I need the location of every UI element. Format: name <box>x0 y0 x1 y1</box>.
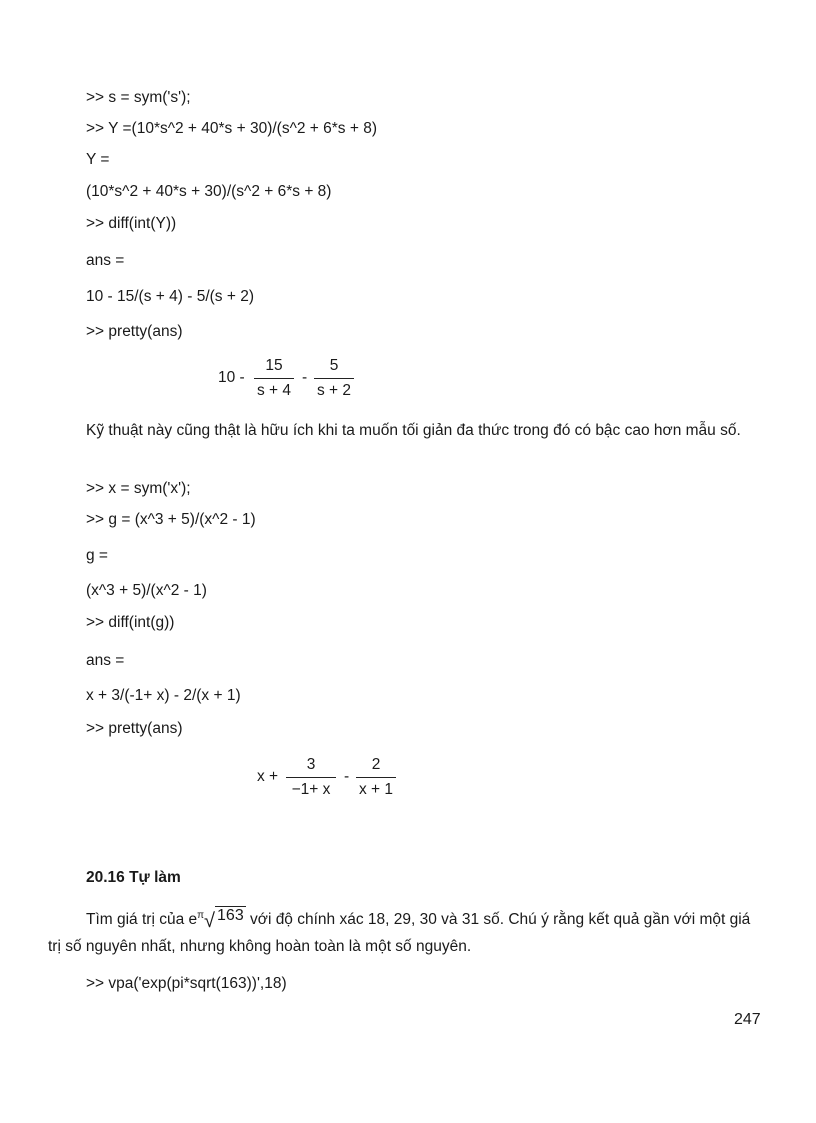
code-line: >> s = sym('s'); <box>86 89 191 106</box>
fraction <box>356 755 396 800</box>
code-line: >> x = sym('x'); <box>86 480 191 497</box>
page-number: 247 <box>734 1011 761 1028</box>
output-line: x + 3/(-1+ x) - 2/(x + 1) <box>86 687 241 704</box>
code-line: >> vpa('exp(pi*sqrt(163))',18) <box>86 975 287 992</box>
numerator: 5 <box>314 356 354 379</box>
section-paragraph <box>48 903 764 960</box>
code-line: >> diff(int(g)) <box>86 614 175 631</box>
text-before: Tìm giá trị của e <box>86 911 198 928</box>
numerator: 15 <box>254 356 294 379</box>
output-line: Y = <box>86 151 110 168</box>
fraction <box>254 356 294 401</box>
text-after: với độ chính xác 18, 29, 30 và 31 số. Chú ý rằng kết quả gần với một giá trị số nguyên nhất, nhưng không hoàn toàn là một số nguyên. <box>48 911 751 955</box>
denominator: s + 2 <box>316 382 352 399</box>
output-line: 10 - 15/(s + 4) - 5/(s + 2) <box>86 288 254 305</box>
code-line: >> Y =(10*s^2 + 40*s + 30)/(s^2 + 6*s + 8) <box>86 120 378 137</box>
fraction <box>314 356 354 401</box>
code-line: >> pretty(ans) <box>86 720 183 737</box>
radicand: 163 <box>217 907 244 924</box>
output-line: g = <box>86 547 108 564</box>
denominator: s + 4 <box>256 382 292 399</box>
paragraph-text: Kỹ thuật này cũng thật là hữu ích khi ta muốn tối giản đa thức trong đó có bậc cao hơn mẫu số. <box>86 422 741 439</box>
minus-sign: - <box>302 369 308 386</box>
output-line: ans = <box>86 252 125 269</box>
code-line: >> diff(int(Y)) <box>86 215 177 232</box>
denominator: x + 1 <box>358 781 394 798</box>
output-line: (10*s^2 + 40*s + 30)/(s^2 + 6*s + 8) <box>86 183 332 200</box>
fraction <box>286 755 336 800</box>
expr-lead: x + <box>257 768 279 785</box>
body-paragraph <box>48 418 764 444</box>
denominator: −1+ x <box>291 781 331 798</box>
numerator: 3 <box>286 755 336 778</box>
code-line: >> pretty(ans) <box>86 323 183 340</box>
numerator: 2 <box>356 755 396 778</box>
expr-lead: 10 - <box>218 369 245 386</box>
minus-sign: - <box>344 768 350 785</box>
output-line: ans = <box>86 652 125 669</box>
sqrt-expression <box>204 903 246 934</box>
sqrt-icon: √ <box>204 910 216 932</box>
pi-exponent: π <box>197 910 205 921</box>
output-line: (x^3 + 5)/(x^2 - 1) <box>86 582 207 599</box>
code-line: >> g = (x^3 + 5)/(x^2 - 1) <box>86 511 256 528</box>
section-heading: 20.16 Tự làm <box>86 869 181 886</box>
